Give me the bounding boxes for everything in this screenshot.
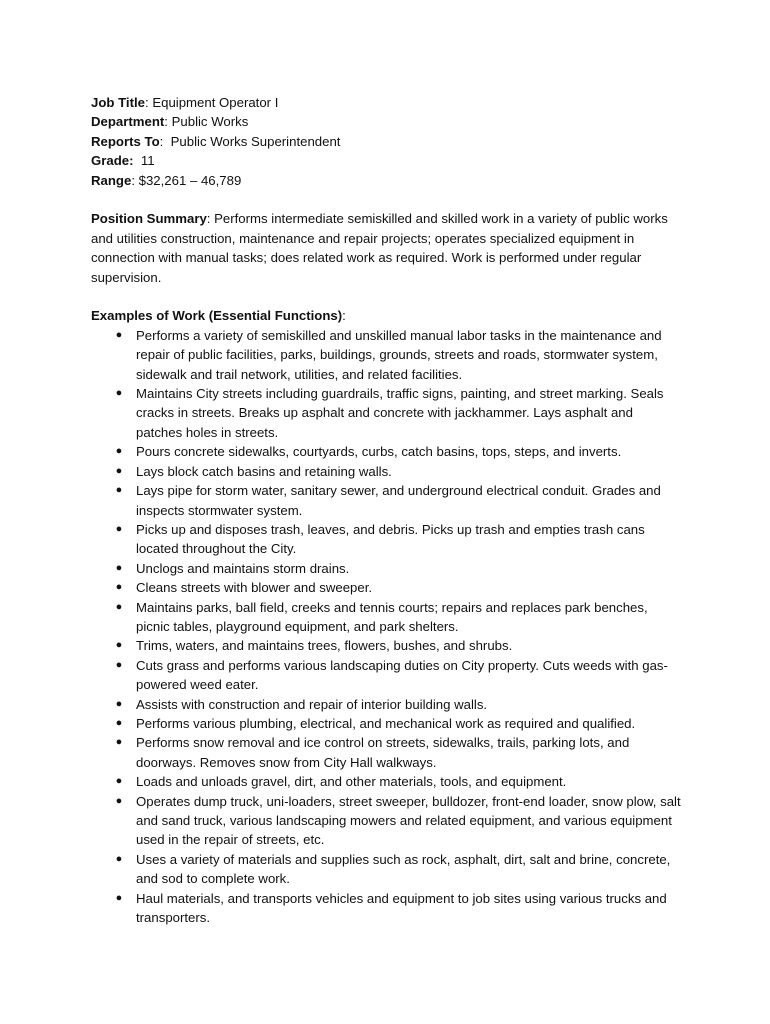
reports-to-line: [91, 132, 691, 151]
duty-text: Loads and unloads gravel, dirt, and other materials, tools, and equipment.: [136, 774, 567, 790]
duty-item: [91, 772, 681, 791]
field-label: Department: [91, 114, 165, 130]
duty-text: Performs snow removal and ice control on streets, sidewalks, trails, parking lots, and doorways. Removes snow from City Hall walkways.: [136, 735, 630, 770]
bullet-icon: ●: [115, 522, 123, 535]
duty-item: [91, 462, 681, 481]
position-summary: [91, 209, 683, 287]
bullet-icon: ●: [115, 658, 123, 671]
duty-text: Uses a variety of materials and supplies such as rock, asphalt, dirt, salt and brine, concrete, and sod to complete work.: [136, 851, 671, 887]
spacer: [91, 190, 691, 209]
bullet-icon: ●: [115, 736, 123, 749]
grade-line: [91, 151, 691, 170]
field-separator: :: [131, 172, 139, 188]
duty-item: [91, 326, 681, 384]
duty-text: Lays block catch basins and retaining walls.: [136, 463, 392, 479]
duty-item: [91, 850, 681, 889]
duty-item: [91, 578, 681, 597]
duty-item: [91, 714, 681, 733]
duty-item: [91, 559, 681, 578]
summary-text: : Performs intermediate semiskilled and skilled work in a variety of public works and utilities construction, maintenance and repair projects; operates specialized equipment in connection with manual tasks; does related work as required. Work is performed under regular supervision.: [91, 211, 668, 285]
bullet-icon: ●: [115, 697, 123, 710]
duty-text: Haul materials, and transports vehicles and equipment to job sites using various trucks and transporters.: [136, 890, 667, 926]
duties-list: [91, 326, 691, 928]
duty-item: [91, 656, 681, 695]
bullet-icon: ●: [115, 581, 123, 594]
duty-text: Maintains parks, ball field, creeks and tennis courts; repairs and replaces park benches, picnic tables, playground equipment, and park shelters.: [136, 599, 648, 634]
header-fields: [91, 93, 691, 190]
duty-item: [91, 792, 681, 850]
field-value: Public Works Superintendent: [170, 133, 341, 149]
duty-text: Maintains City streets including guardrails, traffic signs, painting, and street marking. Seals cracks in streets. Breaks up asphalt and concrete with jackhammer. Lays asphalt and patches holes in streets.: [136, 386, 664, 440]
bullet-icon: ●: [115, 328, 123, 341]
duty-text: Cleans streets with blower and sweeper.: [136, 580, 373, 596]
duty-text: Unclogs and maintains storm drains.: [136, 560, 350, 576]
duty-text: Picks up and disposes trash, leaves, and debris. Picks up trash and empties trash cans located throughout the City.: [136, 521, 645, 557]
field-separator: :: [144, 95, 153, 110]
summary-label: Position Summary: [91, 211, 207, 227]
job-title-line: [91, 93, 691, 112]
duty-text: Cuts grass and performs various landscaping duties on City property. Cuts weeds with gas-powered weed eater.: [136, 657, 668, 693]
field-value: $32,261 – 46,789: [138, 172, 242, 188]
examples-heading-label: Examples of Work (Essential Functions): [91, 308, 343, 324]
field-separator: :: [164, 114, 172, 130]
bullet-icon: ●: [115, 891, 123, 904]
bullet-icon: ●: [115, 775, 123, 788]
bullet-icon: ●: [115, 464, 123, 477]
duty-item: [91, 384, 681, 442]
duty-item: [91, 442, 681, 461]
bullet-icon: ●: [115, 561, 123, 574]
duty-text: Pours concrete sidewalks, courtyards, curbs, catch basins, tops, steps, and inverts.: [136, 444, 622, 460]
bullet-icon: ●: [115, 852, 123, 865]
bullet-icon: ●: [115, 716, 123, 729]
field-separator: :: [159, 133, 171, 149]
duty-item: [91, 733, 681, 772]
duty-item: [91, 481, 681, 520]
duty-text: Trims, waters, and maintains trees, flowers, bushes, and shrubs.: [136, 638, 513, 654]
bullet-icon: ●: [115, 600, 123, 613]
field-label: Reports To: [91, 133, 160, 149]
field-separator: [134, 153, 141, 168]
bullet-icon: ●: [115, 639, 123, 652]
field-value: Equipment Operator I: [152, 95, 279, 110]
bullet-icon: ●: [115, 794, 123, 807]
duty-item: [91, 889, 681, 928]
duty-text: Performs various plumbing, electrical, and mechanical work as required and qualified.: [136, 715, 636, 731]
bullet-icon: ●: [115, 387, 123, 400]
duty-text: Lays pipe for storm water, sanitary sewer, and underground electrical conduit. Grades and inspects stormwater system.: [136, 483, 661, 518]
duty-text: Assists with construction and repair of interior building walls.: [136, 696, 488, 712]
duty-item: [91, 695, 681, 714]
field-value: Public Works: [171, 114, 249, 130]
examples-heading-suffix: :: [342, 308, 346, 324]
duty-item: [91, 520, 681, 559]
field-label: Range: [91, 172, 132, 188]
department-line: [91, 112, 691, 131]
field-value: 11: [140, 153, 155, 169]
field-label: Grade:: [91, 153, 134, 169]
duty-text: Operates dump truck, uni-loaders, street sweeper, bulldozer, front-end loader, snow plow, salt and sand truck, various landscaping mowers and related equipment, and various equipment used in the repair of streets, etc.: [136, 793, 681, 848]
bullet-icon: ●: [115, 484, 123, 497]
range-line: [91, 171, 691, 190]
field-label: Job Title: [91, 95, 145, 110]
spacer: [91, 287, 691, 306]
bullet-icon: ●: [115, 445, 123, 458]
duty-item: [91, 598, 681, 637]
examples-heading: [91, 306, 691, 325]
duty-item: [91, 636, 681, 655]
job-description-page: [91, 93, 691, 927]
duty-text: Performs a variety of semiskilled and unskilled manual labor tasks in the maintenance and repair of public facilities, parks, buildings, grounds, streets and roads, stormwater system, sidewalk and trail network, utilities, and related facilities.: [136, 327, 662, 382]
